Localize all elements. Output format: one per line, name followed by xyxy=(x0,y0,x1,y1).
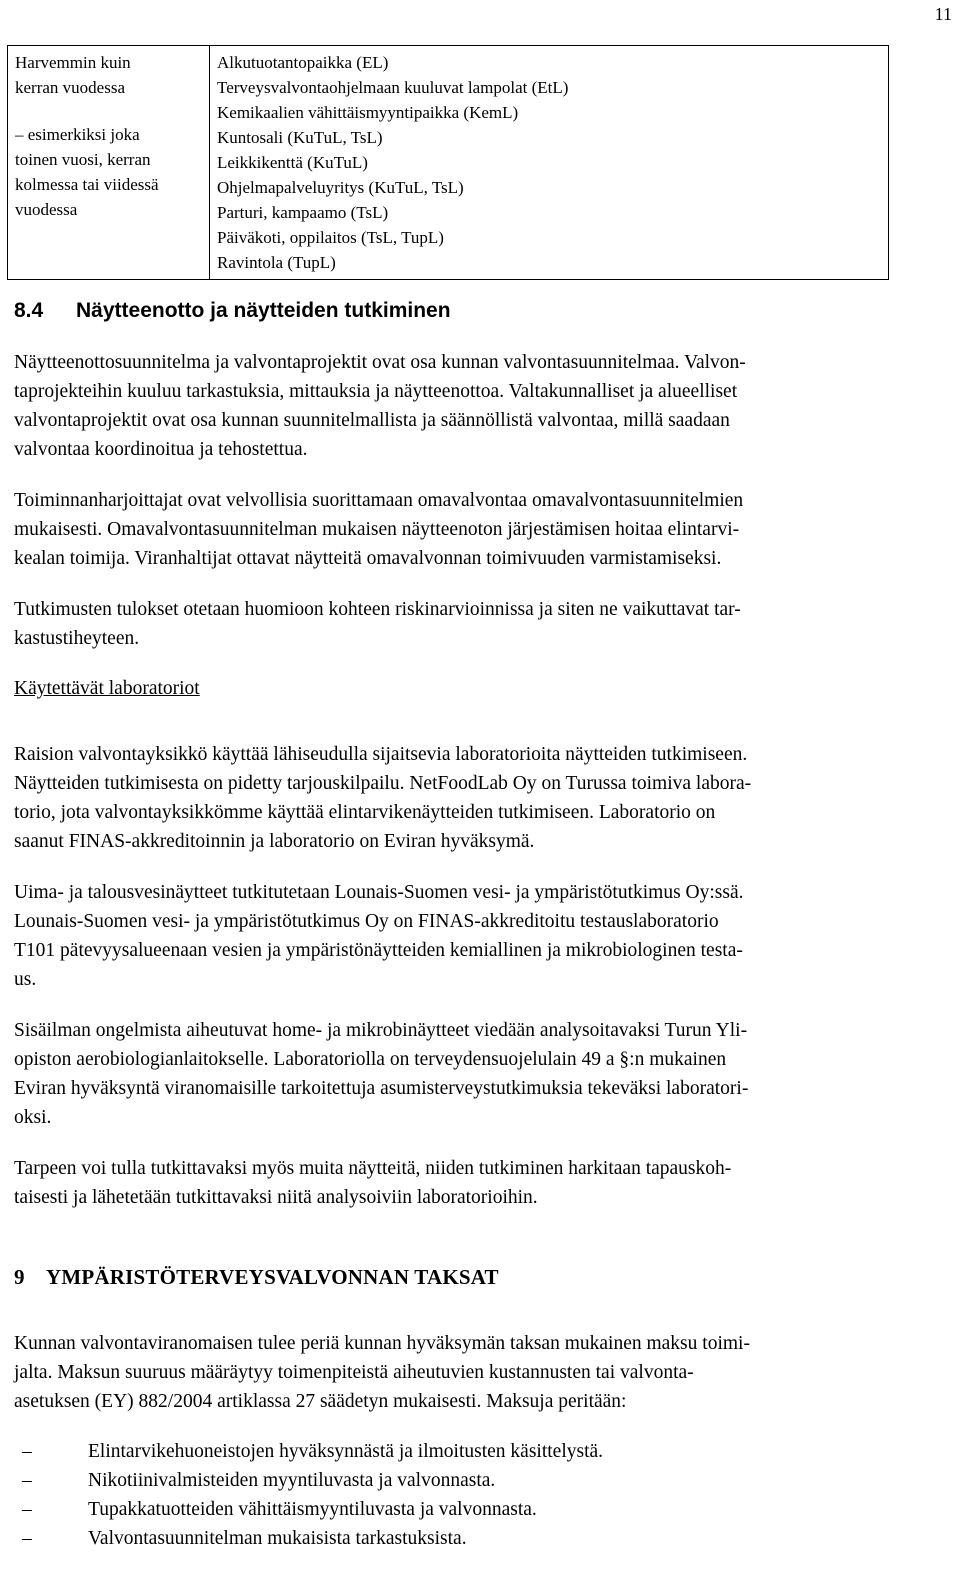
text-line: Tutkimusten tulokset otetaan huomioon kohteen riskinarvioinnissa ja siten ne vaikuttavat tar- xyxy=(14,599,741,620)
dash-bullet: – xyxy=(22,1470,32,1491)
text-line: kastustiheyteen. xyxy=(14,628,140,649)
text-line: Lounais-Suomen vesi- ja ympäristötutkimus Oy on FINAS-akkreditoitu testauslaboratorio xyxy=(14,911,719,932)
text-line: us. xyxy=(14,969,37,990)
text-line: taprojekteihin kuuluu tarkastuksia, mittauksia ja näytteenottoa. Valtakunnalliset ja alueelliset xyxy=(14,381,738,402)
facility-type: Päiväkoti, oppilaitos (TsL, TupL) xyxy=(217,228,444,247)
frequency-line: – esimerkiksi joka xyxy=(15,125,140,144)
frequency-line: vuodessa xyxy=(15,200,78,219)
list-item xyxy=(14,1495,944,1524)
text-line: Raision valvontayksikkö käyttää lähiseudulla sijaitsevia laboratorioita näytteiden tutkimiseen. xyxy=(14,744,748,765)
facility-type: Alkutuotantopaikka (EL) xyxy=(217,53,389,72)
paragraph xyxy=(14,878,944,994)
list-item-text: Elintarvikehuoneistojen hyväksynnästä ja ilmoitusten käsittelystä. xyxy=(88,1441,604,1462)
section-9-heading xyxy=(14,1262,944,1292)
text-line: Eviran hyväksyntä viranomaisille tarkoitettuja asumisterveystutkimuksia tekeväksi laboratori- xyxy=(14,1078,749,1099)
frequency-line: kolmessa tai viidessä xyxy=(15,175,159,194)
text-line: asetuksen (EY) 882/2004 artiklassa 27 säädetyn mukaisesti. Maksuja peritään: xyxy=(14,1391,627,1412)
text-line: jalta. Maksun suuruus määräytyy toimenpiteistä aiheutuvien kustannusten tai valvonta- xyxy=(14,1362,694,1383)
paragraph xyxy=(14,740,944,856)
facility-type: Kemikaalien vähittäismyyntipaikka (KemL) xyxy=(217,103,519,122)
facility-type: Kuntosali (KuTuL, TsL) xyxy=(217,128,383,147)
facility-type: Terveysvalvontaohjelmaan kuuluvat lampolat (EtL) xyxy=(217,78,569,97)
facility-type: Ravintola (TupL) xyxy=(217,253,336,272)
list-item xyxy=(14,1524,944,1553)
section-title: Näytteenotto ja näytteiden tutkiminen xyxy=(76,299,451,322)
text-line: torio, jota valvontayksikkömme käyttää elintarvikenäytteiden tutkimiseen. Laboratorio on xyxy=(14,802,716,823)
section-number: 8.4 xyxy=(14,299,44,322)
section-title: YMPÄRISTÖTERVEYSVALVONNAN TAKSAT xyxy=(46,1265,499,1289)
list-item-text: Valvontasuunnitelman mukaisista tarkastuksista. xyxy=(88,1528,467,1549)
text-line: Kunnan valvontaviranomaisen tulee periä kunnan hyväksymän taksan mukainen maksu toimi- xyxy=(14,1333,750,1354)
text-line: saanut FINAS-akkreditoinnin ja laboratorio on Eviran hyväksymä. xyxy=(14,831,535,852)
text-line: oksi. xyxy=(14,1107,52,1128)
text-line: Uima- ja talousvesinäytteet tutkitutetaan Lounais-Suomen vesi- ja ympäristötutkimus Oy:ssä. xyxy=(14,882,744,903)
dash-bullet: – xyxy=(22,1528,32,1549)
inspection-frequency-table xyxy=(7,45,889,280)
text-line: Sisäilman ongelmista aiheutuvat home- ja mikrobinäytteet viedään analysoitavaksi Turun Yli- xyxy=(14,1020,748,1041)
fee-list xyxy=(14,1437,944,1553)
text-line: mukaisesti. Omavalvontasuunnitelman mukaisen näytteenoton järjestämisen hoitaa elintarvi- xyxy=(14,519,740,540)
text-line: Toiminnanharjoittajat ovat velvollisia suorittamaan omavalvontaa omavalvontasuunnitelmien xyxy=(14,490,744,511)
text-line: taisesti ja lähetetään tutkittavaksi niitä analysoiviin laboratorioihin. xyxy=(14,1187,538,1208)
list-item-text: Nikotiinivalmisteiden myyntiluvasta ja valvonnasta. xyxy=(88,1470,496,1491)
facility-types-cell xyxy=(210,46,889,280)
facility-type: Leikkikenttä (KuTuL) xyxy=(217,153,368,172)
paragraph xyxy=(14,1329,944,1416)
page-number: 11 xyxy=(934,4,952,24)
text-line: valvontaa koordinoitua ja tehostettua. xyxy=(14,439,308,460)
dash-bullet: – xyxy=(22,1499,32,1520)
text-line: Näytteenottosuunnitelma ja valvontaprojektit ovat osa kunnan valvontasuunnitelmaa. Valvon- xyxy=(14,352,746,373)
text-line: T101 pätevyysalueenaan vesien ja ympäristönäytteiden kemiallinen ja mikrobiologinen testa- xyxy=(14,940,743,961)
table-row xyxy=(8,46,889,280)
dash-bullet: – xyxy=(22,1441,32,1462)
frequency-line: toinen vuosi, kerran xyxy=(15,150,151,169)
text-line: kealan toimija. Viranhaltijat ottavat näytteitä omavalvonnan toimivuuden varmistamiseksi. xyxy=(14,548,722,569)
text-line: Tarpeen voi tulla tutkittavaksi myös muita näytteitä, niiden tutkiminen harkitaan tapauskoh- xyxy=(14,1158,732,1179)
facility-type: Parturi, kampaamo (TsL) xyxy=(217,203,389,222)
facility-type: Ohjelmapalveluyritys (KuTuL, TsL) xyxy=(217,178,464,197)
text-line: Näytteiden tutkimisesta on pidetty tarjouskilpailu. NetFoodLab Oy on Turussa toimiva labora- xyxy=(14,773,752,794)
frequency-line: kerran vuodessa xyxy=(15,78,125,97)
paragraph xyxy=(14,1154,944,1212)
page-content xyxy=(14,296,944,1553)
paragraph xyxy=(14,595,944,653)
labs-heading: Käytettävät laboratoriot xyxy=(14,678,200,699)
paragraph xyxy=(14,486,944,573)
text-line: valvontaprojektit ovat osa kunnan suunnitelmallista ja säännöllistä valvontaa, millä saadaan xyxy=(14,410,730,431)
list-item xyxy=(14,1466,944,1495)
frequency-cell xyxy=(8,46,210,280)
frequency-line: Harvemmin kuin xyxy=(15,53,131,72)
paragraph xyxy=(14,1016,944,1132)
section-8-4-heading xyxy=(14,296,944,326)
text-line: opiston aerobiologianlaitokselle. Laboratoriolla on terveydensuojelulain 49 a §:n mukainen xyxy=(14,1049,727,1070)
paragraph xyxy=(14,348,944,464)
list-item-text: Tupakkatuotteiden vähittäismyyntiluvasta ja valvonnasta. xyxy=(88,1499,537,1520)
section-number: 9 xyxy=(14,1265,25,1289)
list-item xyxy=(14,1437,944,1466)
